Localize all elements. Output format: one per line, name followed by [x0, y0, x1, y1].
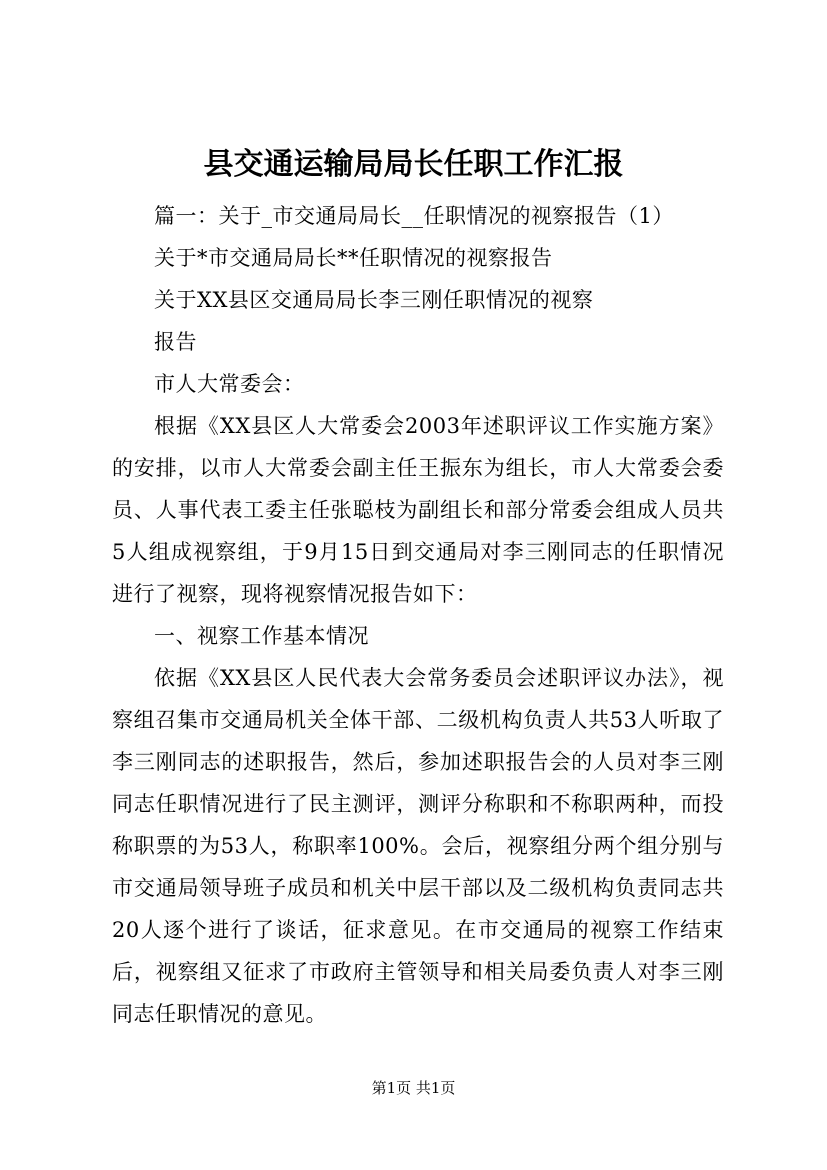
document-body [112, 195, 724, 1035]
page-footer: 第1页 共1页 [371, 1079, 456, 1097]
document-title: 县交通运输局局长任职工作汇报 [203, 147, 624, 182]
paragraph-salutation: 市人大常委会： [154, 372, 305, 396]
paragraph-section-heading: 一、视察工作基本情况 [154, 624, 369, 648]
paragraph-section-body: 依据《XX县区人民代表大会常务委员会述职评议办法》，视察组召集市交通局机关全体干部、二级机构负责人共53人听取了李三刚同志的述职报告，然后，参加述职报告会的人员对李三刚同志任职情况进行了民主测评，测评分称职和不称职两种，而投称职票的为53人，称职率100%。会后，视察组分两个组分别与市交通局领导班子成员和机关中层干部以及二级机构负责同志共20人逐个进行了谈话，征求意见。在市交通局的视察工作结束后，视察组又征求了市政府主管领导和相关局委负责人对李三刚同志任职情况的意见。 [112, 666, 724, 1026]
paragraph-intro: 根据《XX县区人大常委会2003年述职评议工作实施方案》的安排，以市人大常委会副主任王振东为组长，市人大常委会委员、人事代表工委主任张聪枝为副组长和部分常委会组成人员共5人组成视察组，于9月15日到交通局对李三刚同志的任职情况进行了视察，现将视察情况报告如下： [112, 414, 724, 606]
paragraph-report-subtitle: 关于XX县区交通局局长李三刚任职情况的视察 [154, 288, 594, 312]
paragraph-report-title: 关于*市交通局局长**任职情况的视察报告 [154, 246, 553, 270]
paragraph-report-subtitle-cont: 报告 [154, 330, 197, 354]
paragraph-article-heading: 篇一：关于_市交通局局长__任职情况的视察报告（1） [154, 204, 674, 228]
